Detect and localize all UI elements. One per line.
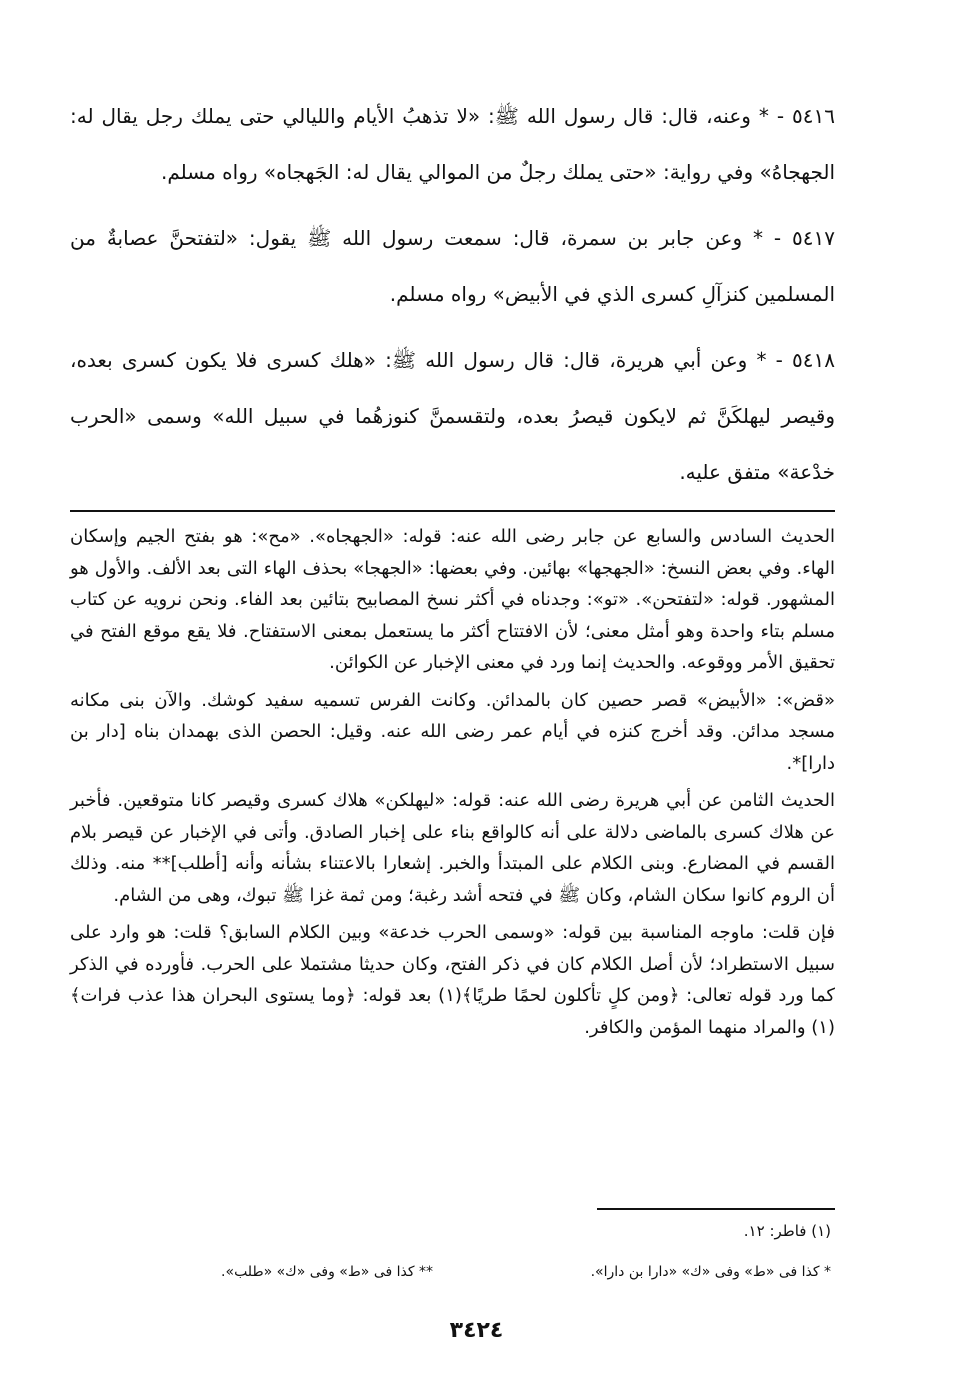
editor-note-1: * كذا فى «ط» وفى «ك» «دارا بن دارا». <box>590 1264 831 1280</box>
footnote: (١) فاطر: ١٢. <box>743 1222 831 1240</box>
commentary-paragraph: الحديث الثامن عن أبي هريرة رضى الله عنه: قوله: «ليهلكن» هلاك كسرى وقيصر كانا متوقعين. فأخبر عن هلاك كسرى بالماضى دلالة على أنه كالواقع بناء على إخبار الصادق. وأتى في الإخبار عن قيصر بلام القسم في المضارع. وبنى الكلام على المبتدأ والخبر. إشعارا بالاعتناء بشأنه وأنه [أطلب]** منه. وذلك أن الروم كانوا سكان الشام، وكان ﷺ في فتحه أشد رغبة؛ ومن ثمة غزا ﷺ تبوك، وهى من الشام. <box>70 790 835 906</box>
hadith-5416: ٥٤١٦ - * وعنه، قال: قال رسول الله ﷺ: «لا تذهبُ الأيام والليالي حتى يملك رجل يقال له: الجهجاهُ» وفي رواية: «حتى يملك رجلٌ من الموالي يقال له: الجَهجاه» رواه مسلم. <box>70 104 835 184</box>
commentary-paragraph: الحديث السادس والسابع عن جابر رضى الله عنه: قوله: «الجهجاه». «مح»: هو بفتح الجيم وإسكان الهاء. وفي بعض النسخ: «الجهجها» بهائين. وفي بعضها: «الجهجا» بحذف الهاء التى بعد الألف. والأول هو المشهور. قوله: «لتفتحن». «تو»: وجدناه في أكثر نسخ المصابيح بتائين بعد الفاء. ونحن نرويه عن كتاب مسلم بتاء واحدة وهو أمثل معنى؛ لأن الافتتاح أكثر ما يستعمل بمعنى الاستفتاح. فلا يقع موقع الفتح في تحقيق الأمر ووقوعه. والحديث إنما ورد في معنى الإخبار عن الكوائن. <box>70 526 835 673</box>
hadith-5417: ٥٤١٧ - * وعن جابر بن سمرة، قال: سمعت رسول الله ﷺ يقول: «لتفتحنَّ عصابةٌ من المسلمين كنزآلِ كسرى الذي في الأبيض» رواه مسلم. <box>70 226 835 306</box>
commentary-paragraph: فإن قلت: ماوجه المناسبة بين قوله: «وسمى الحرب خدعة» وبين الكلام السابق؟ قلت: هو وارد على سبيل الاستطراد؛ لأن أصل الكلام كان في ذكر الفتح، وكان حديثا مشتملا على الحرب. فأورده في الذكر كما ورد قوله تعالى: ﴿ومن كلٍ تأكلون لحمًا طريًا﴾(١) بعد قوله: ﴿وما يستوى البحران هذا عذب فرات﴾(١) والمراد منهما المؤمن والكافر. <box>70 922 835 1038</box>
hadith-5418: ٥٤١٨ - * وعن أبي هريرة، قال: قال رسول الله ﷺ: «هلك كسرى فلا يكون كسرى بعده، وقيصر ليهلكَنَّ ثم لايكون قيصرُ بعده، ولتقسمنَّ كنوزهُما في سبيل الله» وسمى «الحرب خدْعة» متفق عليه. <box>70 348 835 484</box>
commentary-section <box>70 521 835 1043</box>
commentary-paragraph: «قض»: «الأبيض» قصر حصين كان بالمدائن. وكانت الفرس تسميه سفيد كوشك. والآن بنى مكانه مسجد مدائن. وقد أخرج كنزه في أيام عمر رضى الله عنه. وقيل: الحصن الذى بهمدان بناه [دار بن دارا]*. <box>70 689 835 774</box>
page-number: ٣٤٢٤ <box>449 1318 504 1343</box>
editor-note-2: ** كذا فى «ط» وفى «ك» «طلب». <box>221 1264 433 1280</box>
hadith-section <box>70 88 835 500</box>
footnote-divider <box>597 1208 835 1210</box>
section-divider <box>70 510 835 512</box>
